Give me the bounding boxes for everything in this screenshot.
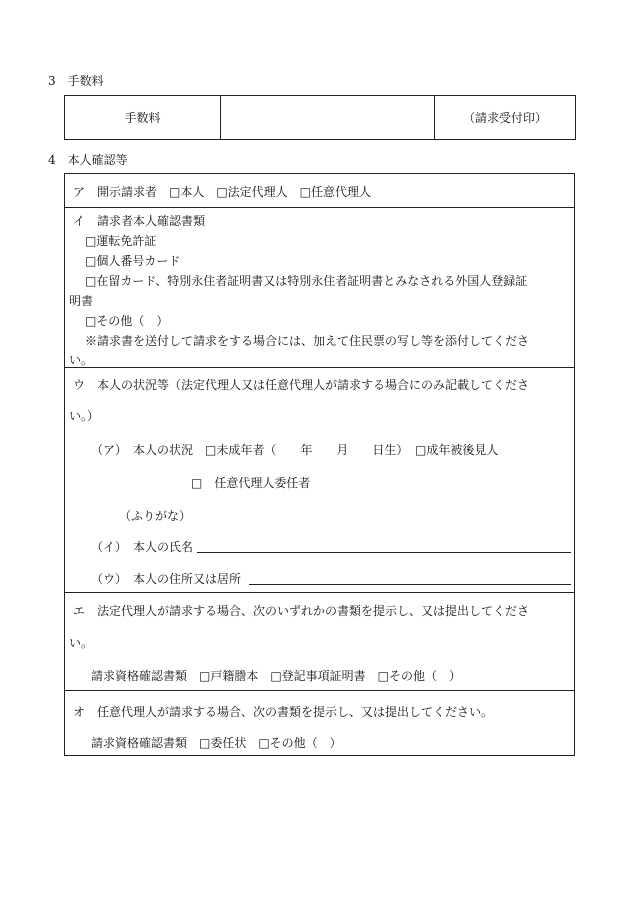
fee-label: 手数料 [124,111,161,125]
legal-agent-box [64,592,575,690]
doc-my-number-card: □個人番号カード [85,254,181,268]
doc-drivers-license: □運転免許証 [85,234,157,248]
principal-address-label: （ウ） 本人の住所又は居所 [91,572,242,586]
legal-agent-title-cont: い。 [69,636,94,650]
fee-label-cell [65,96,221,140]
mail-request-note: ※請求書を送付して請求をする場合には、加えて住民票の写し等を添付してくださ [85,334,530,348]
voluntary-agent-documents: 請求資格確認書類 □委任状 □その他（ ） [91,736,342,750]
identity-documents-box [64,207,575,367]
principal-status-box [64,367,575,592]
adult-ward-checkbox: □成年被後見人 [415,443,499,457]
principal-status-label: （ア） 本人の状況 [91,443,194,457]
furigana-label: （ふりがな） [119,509,192,523]
requester-type-box [64,173,575,207]
receipt-stamp-label: （請求受付印） [462,111,547,125]
doc-other: □その他（ ） [85,314,169,328]
principal-status-title: ウ 本人の状況等（法定代理人又は任意代理人が請求する場合にのみ記載してくださ [73,378,530,392]
legal-agent-documents: 請求資格確認書類 □戸籍謄本 □登記事項証明書 □その他（ ） [91,669,462,683]
section-4-heading: 4 本人確認等 [48,153,128,167]
mail-request-note-cont: い。 [69,353,94,367]
legal-agent-title: エ 法定代理人が請求する場合、次のいずれかの書類を提示し、又は提出してくださ [73,604,530,618]
receipt-stamp-cell [435,96,576,140]
requester-type-line: ア 開示請求者 □本人 □法定代理人 □任意代理人 [73,185,372,199]
principal-name-field[interactable] [197,552,571,553]
principal-name-label: （イ） 本人の氏名 [91,540,194,554]
principal-status-title-cont: い。） [69,409,100,423]
fee-table [64,95,576,140]
doc-residence-card-cont: 明書 [69,294,94,308]
voluntary-agent-title: オ 任意代理人が請求する場合、次の書類を提示し、又は提出してください。 [73,705,494,719]
doc-residence-card: □在留カード、特別永住者証明書又は特別永住者証明書とみなされる外国人登録証 [85,274,528,288]
identity-documents-title: イ 請求者本人確認書類 [73,214,206,228]
principal-address-field[interactable] [249,584,571,585]
voluntary-agent-box [64,690,575,756]
fee-value-cell[interactable] [221,96,435,140]
section-3-heading: 3 手数料 [48,74,104,88]
agent-principal-checkbox: □ 任意代理人委任者 [191,476,311,490]
minor-checkbox-line: □未成年者（ 年 月 日生） [205,443,409,457]
